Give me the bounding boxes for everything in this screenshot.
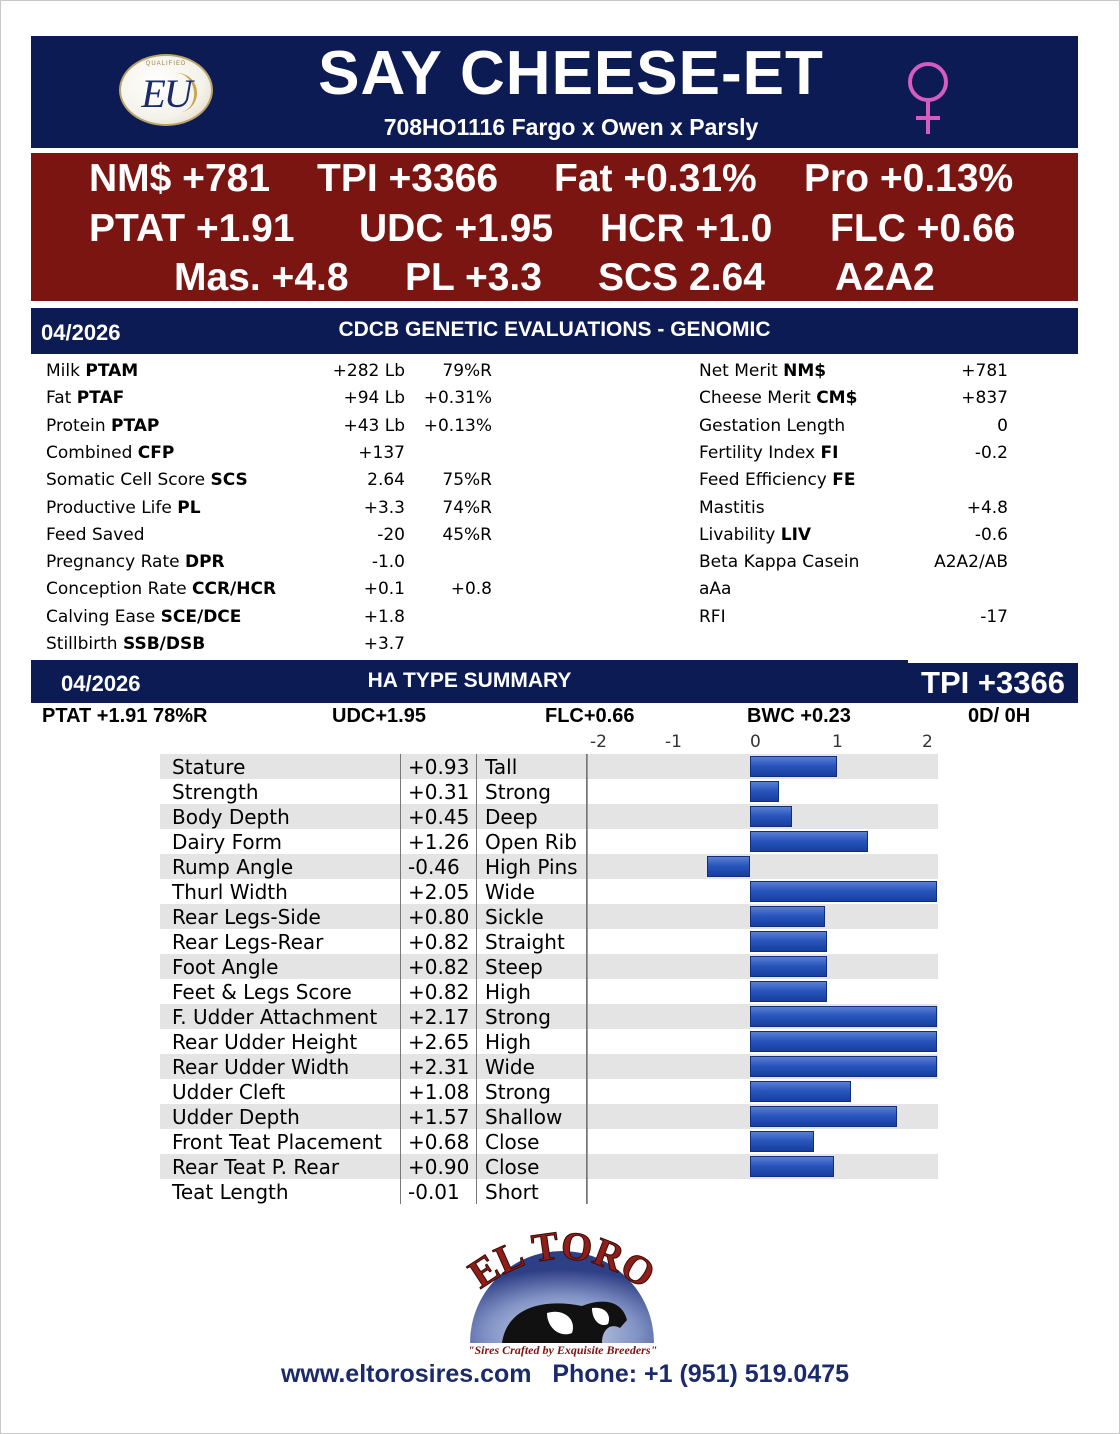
- trait-name: Udder Depth: [172, 1105, 300, 1129]
- type-bwc: BWC +0.23: [747, 705, 851, 727]
- axis-tick-label: 0: [750, 732, 761, 752]
- axis-tick-label: -1: [665, 732, 682, 752]
- trait-name: Rear Udder Width: [172, 1055, 350, 1079]
- label-abbr: SCE/DCE: [160, 606, 242, 627]
- genetic-right-label: [699, 388, 857, 408]
- label-text: Cheese Merit: [699, 388, 817, 409]
- summary-box: [31, 153, 1078, 301]
- trait-row: [160, 1154, 938, 1179]
- trait-description: High: [485, 1030, 531, 1054]
- label-text: Productive Life: [46, 497, 178, 518]
- genetic-left-value: +0.1: [363, 579, 405, 600]
- trait-name: Rear Legs-Rear: [172, 930, 324, 954]
- trait-value: +0.45: [408, 805, 470, 829]
- summary-mas: Mas. +4.8: [174, 256, 349, 299]
- trait-name: Udder Cleft: [172, 1080, 286, 1104]
- label-abbr: CFP: [137, 442, 175, 463]
- genetic-left-label: [46, 525, 144, 545]
- label-text: Fat: [46, 388, 77, 409]
- trait-name: Dairy Form: [172, 830, 283, 854]
- trait-row: [160, 979, 938, 1004]
- trait-value: +2.17: [408, 1005, 470, 1029]
- genetic-left-value: 2.64: [367, 470, 405, 491]
- trait-value: +1.26: [408, 830, 470, 854]
- trait-name: Foot Angle: [172, 955, 279, 979]
- trait-description: Strong: [485, 1080, 551, 1104]
- trait-name: Teat Length: [172, 1180, 289, 1204]
- trait-row: [160, 1004, 938, 1029]
- trait-value: +0.82: [408, 930, 470, 954]
- trait-bar: [750, 1031, 937, 1052]
- summary-casein: A2A2: [835, 256, 935, 299]
- trait-value: +0.82: [408, 980, 470, 1004]
- trait-name: Front Teat Placement: [172, 1130, 382, 1154]
- trait-value: +1.08: [408, 1080, 470, 1104]
- axis-tick-label: 2: [922, 732, 933, 752]
- type-dh: 0D/ 0H: [968, 705, 1031, 727]
- trait-row: [160, 804, 938, 829]
- axis-tick-label: -2: [590, 732, 607, 752]
- trait-row: [160, 904, 938, 929]
- genetic-left-label: [46, 388, 124, 408]
- genetic-left-extra: 74%R: [442, 497, 492, 518]
- label-abbr: SCS: [210, 470, 248, 491]
- trait-bar: [750, 981, 827, 1002]
- trait-bar: [750, 781, 779, 802]
- trait-row: [160, 1054, 938, 1079]
- genetic-left-extra: +0.8: [450, 579, 492, 600]
- type-flc: FLC+0.66: [545, 705, 635, 727]
- slogan: "Sires Crafted by Exquisite Breeders": [467, 1343, 658, 1357]
- trait-name: Stature: [172, 755, 246, 779]
- label-text: Beta Kappa Casein: [699, 552, 860, 573]
- trait-description: High Pins: [485, 855, 578, 879]
- label-abbr: NM$: [783, 361, 827, 381]
- axis-tick-label: 1: [832, 732, 843, 752]
- trait-bar: [750, 906, 825, 927]
- genetic-right-label: [699, 361, 826, 381]
- trait-value: +2.65: [408, 1030, 470, 1054]
- trait-value: -0.01: [408, 1180, 460, 1204]
- trait-row: [160, 1104, 938, 1129]
- trait-row: [160, 754, 938, 779]
- trait-value: +0.90: [408, 1155, 470, 1179]
- summary-fat: Fat +0.31%: [554, 157, 757, 200]
- label-text: Combined: [46, 442, 138, 463]
- summary-hcr: HCR +1.0: [600, 207, 773, 250]
- trait-name: F. Udder Attachment: [172, 1005, 378, 1029]
- genetic-right-value: +4.8: [966, 497, 1008, 518]
- el-toro-brand: EL TORO: [460, 1228, 664, 1297]
- trait-bar: [750, 881, 937, 902]
- summary-scs: SCS 2.64: [598, 256, 765, 299]
- genetic-left-extra: 45%R: [442, 524, 492, 545]
- label-abbr: PTAF: [76, 388, 125, 409]
- label-text: Gestation Length: [699, 415, 846, 436]
- type-summary-bar: [31, 660, 908, 703]
- genetic-left-label: [46, 443, 174, 463]
- trait-description: Deep: [485, 805, 538, 829]
- genetic-left-extra: 79%R: [442, 361, 492, 381]
- trait-bar: [750, 1006, 937, 1027]
- trait-description: Short: [485, 1180, 539, 1204]
- trait-row: [160, 829, 938, 854]
- trait-bar: [750, 1131, 814, 1152]
- trait-bar: [750, 1056, 937, 1077]
- trait-bar: [750, 756, 837, 777]
- type-date: 04/2026: [61, 671, 141, 696]
- trait-name: Feet & Legs Score: [172, 980, 352, 1004]
- genetic-right-label: [699, 498, 765, 518]
- label-text: Fertility Index: [699, 442, 821, 463]
- bull-name-title: SAY CHEESE-ET: [318, 39, 824, 108]
- genetic-left-extra: 75%R: [442, 470, 492, 491]
- trait-value: -0.46: [408, 855, 460, 879]
- genetic-right-label: [699, 552, 859, 572]
- trait-name: Body Depth: [172, 805, 290, 829]
- label-text: Protein: [46, 415, 111, 436]
- logo-text: EU: [141, 71, 191, 116]
- summary-nm: NM$ +781: [89, 157, 271, 200]
- genetic-evaluations-bar: [31, 308, 1078, 354]
- genetic-left-label: [46, 552, 225, 572]
- trait-name: Strength: [172, 780, 259, 804]
- trait-description: Strong: [485, 1005, 551, 1029]
- label-abbr: DPR: [184, 552, 225, 573]
- genetic-left-value: +137: [358, 442, 405, 463]
- trait-value: +1.57: [408, 1105, 470, 1129]
- trait-value: +0.80: [408, 905, 470, 929]
- label-text: aAa: [699, 579, 732, 600]
- label-abbr: FE: [832, 470, 856, 491]
- label-abbr: PTAP: [111, 415, 160, 436]
- trait-description: Straight: [485, 930, 565, 954]
- summary-pl: PL +3.3: [405, 256, 542, 299]
- trait-row: [160, 779, 938, 804]
- label-text: Mastitis: [699, 497, 765, 518]
- label-abbr: CCR/HCR: [192, 579, 277, 600]
- trait-row: [160, 929, 938, 954]
- trait-value: +0.31: [408, 780, 470, 804]
- label-text: Net Merit: [699, 361, 784, 381]
- trait-bar: [750, 1106, 897, 1127]
- trait-row: [160, 1179, 938, 1204]
- genetic-right-value: +837: [961, 388, 1008, 409]
- trait-row: [160, 1129, 938, 1154]
- genetic-right-label: [699, 607, 726, 627]
- summary-udc: UDC +1.95: [359, 207, 554, 250]
- label-text: Pregnancy Rate: [46, 552, 185, 573]
- label-abbr: LIV: [780, 524, 812, 545]
- genetic-left-label: [46, 361, 138, 381]
- label-abbr: FI: [820, 442, 839, 463]
- trait-value: +2.31: [408, 1055, 470, 1079]
- trait-name: Rear Legs-Side: [172, 905, 321, 929]
- genetic-left-label: [46, 416, 159, 436]
- genetic-left-value: -1.0: [371, 552, 405, 573]
- genetic-left-value: -20: [377, 524, 405, 545]
- type-ptat: PTAT +1.91 78%R: [42, 705, 208, 727]
- type-title: HA TYPE SUMMARY: [367, 669, 572, 692]
- summary-tpi: TPI +3366: [317, 157, 499, 200]
- trait-description: Close: [485, 1155, 540, 1179]
- trait-description: Close: [485, 1130, 540, 1154]
- el-toro-logo: [452, 1228, 672, 1358]
- genetic-right-label: [699, 443, 838, 463]
- label-text: Livability: [699, 524, 781, 545]
- genetic-left-value: +43 Lb: [343, 415, 405, 436]
- genetic-left-value: +1.8: [363, 606, 405, 627]
- genetic-left-label: [46, 498, 201, 518]
- trait-row: [160, 1029, 938, 1054]
- label-text: Conception Rate: [46, 579, 192, 600]
- eu-qualified-logo: [119, 54, 213, 126]
- genetic-right-value: -0.6: [974, 524, 1008, 545]
- genetic-left-value: +3.7: [363, 634, 405, 654]
- header-banner: [31, 36, 1078, 148]
- genetic-left-label: [46, 634, 205, 654]
- contact-line: [0, 1360, 1120, 1389]
- trait-description: Steep: [485, 955, 543, 979]
- label-text: Feed Efficiency: [699, 470, 833, 491]
- summary-ptat: PTAT +1.91: [89, 207, 295, 250]
- label-text: Somatic Cell Score: [46, 470, 211, 491]
- genetic-left-label: [46, 470, 248, 490]
- pedigree-subtitle: 708HO1116 Fargo x Owen x Parsly: [383, 114, 759, 140]
- genetic-right-value: -17: [980, 606, 1008, 627]
- trait-description: Wide: [485, 1055, 535, 1079]
- genetic-left-value: +94 Lb: [343, 388, 405, 409]
- genetic-left-extra: +0.31%: [423, 388, 492, 409]
- trait-name: Rear Udder Height: [172, 1030, 358, 1054]
- label-abbr: CM$: [816, 388, 858, 409]
- female-icon: [903, 56, 953, 136]
- trait-row: [160, 879, 938, 904]
- genetic-right-label: [699, 579, 731, 599]
- label-text: Calving Ease: [46, 606, 161, 627]
- column-divider: [476, 754, 477, 1204]
- phone-number: Phone: +1 (951) 519.0475: [552, 1360, 850, 1388]
- linear-traits-chart: [160, 732, 948, 1210]
- trait-row: [160, 1079, 938, 1104]
- trait-bar: [750, 831, 868, 852]
- trait-name: Rear Teat P. Rear: [172, 1155, 340, 1179]
- trait-description: High: [485, 980, 531, 1004]
- trait-value: +2.05: [408, 880, 470, 904]
- logo-caption: QUALIFIED: [145, 61, 187, 67]
- trait-bar: [750, 1156, 834, 1177]
- genetic-right-label: [699, 470, 856, 490]
- trait-bar: [750, 956, 827, 977]
- trait-row: [160, 854, 938, 879]
- trait-name: Thurl Width: [172, 880, 288, 904]
- trait-description: Strong: [485, 780, 551, 804]
- summary-flc: FLC +0.66: [830, 207, 1016, 250]
- genetic-title: CDCB GENETIC EVALUATIONS - GENOMIC: [338, 318, 771, 341]
- website-link[interactable]: www.eltorosires.com: [280, 1360, 532, 1388]
- genetic-left-extra: +0.13%: [423, 415, 492, 436]
- genetic-right-label: [699, 525, 811, 545]
- genetic-date: 04/2026: [41, 320, 121, 345]
- genetic-left-value: +3.3: [363, 497, 405, 518]
- trait-description: Open Rib: [485, 830, 577, 854]
- type-udc: UDC+1.95: [332, 705, 426, 727]
- genetic-left-value: +282 Lb: [332, 361, 405, 381]
- label-abbr: PL: [177, 497, 201, 518]
- genetic-right-value: A2A2/AB: [934, 552, 1008, 573]
- trait-value: +0.68: [408, 1130, 470, 1154]
- label-text: Milk: [46, 361, 86, 381]
- label-text: Feed Saved: [46, 524, 145, 545]
- trait-description: Tall: [485, 755, 518, 779]
- tpi-badge: TPI +3366: [908, 663, 1078, 703]
- plot-area-edge: [587, 754, 588, 1204]
- trait-value: +0.82: [408, 955, 470, 979]
- genetic-right-value: 0: [997, 415, 1008, 436]
- genetic-right-value: -0.2: [974, 442, 1008, 463]
- trait-bar: [750, 931, 827, 952]
- genetic-left-label: [46, 607, 241, 627]
- genetic-left-label: [46, 579, 276, 599]
- label-abbr: PTAM: [85, 361, 139, 381]
- trait-description: Shallow: [485, 1105, 563, 1129]
- genetic-right-label: [699, 416, 845, 436]
- trait-name: Rump Angle: [172, 855, 294, 879]
- label-abbr: SSB/DSB: [122, 634, 206, 654]
- label-text: Stillbirth: [46, 634, 123, 654]
- trait-row: [160, 954, 938, 979]
- column-divider: [400, 754, 401, 1204]
- label-text: RFI: [699, 606, 726, 627]
- trait-value: +0.93: [408, 755, 470, 779]
- summary-pro: Pro +0.13%: [804, 157, 1014, 200]
- trait-description: Wide: [485, 880, 535, 904]
- genetic-right-value: +781: [961, 361, 1008, 381]
- trait-description: Sickle: [485, 905, 544, 929]
- trait-bar: [750, 806, 792, 827]
- trait-bar: [707, 856, 750, 877]
- trait-bar: [750, 1081, 851, 1102]
